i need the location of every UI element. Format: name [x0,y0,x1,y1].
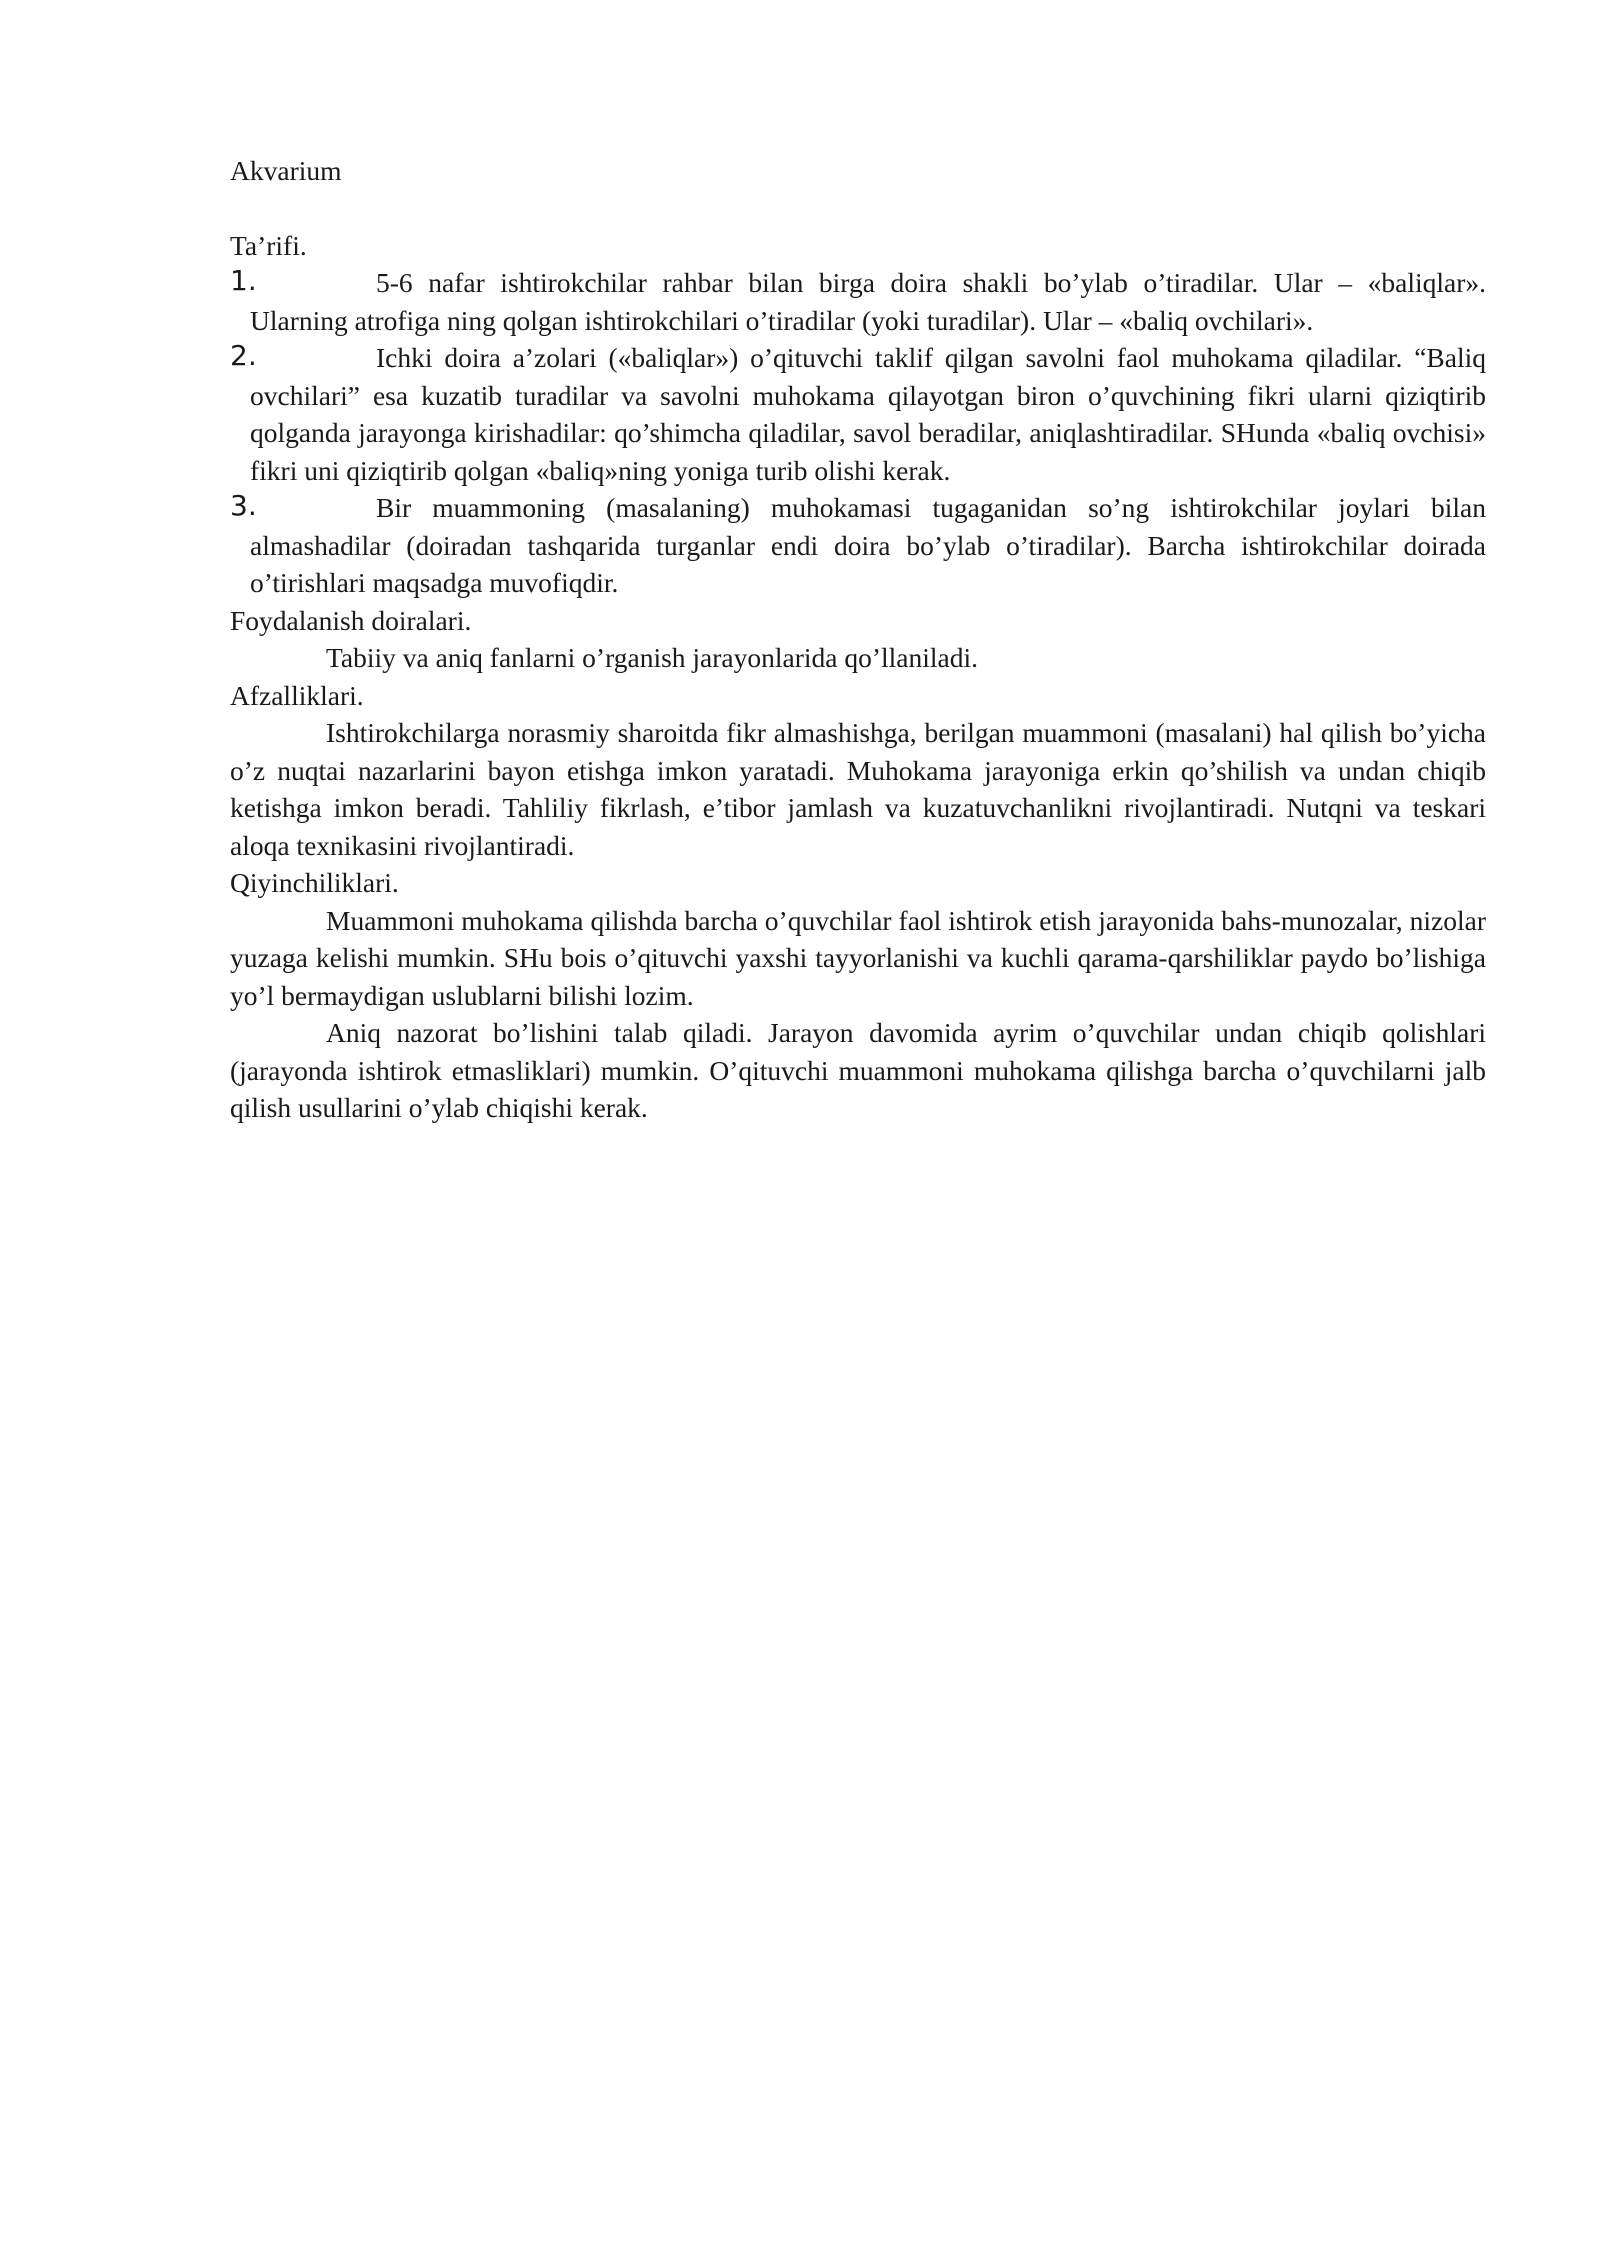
usage-heading: Foydalanish doiralari. [230,604,472,636]
usage-paragraph: Tabiiy va aniq fanlarni o’rganish jarayonlarida qo’llaniladi. [326,642,978,673]
list-number: 3. [230,489,257,522]
difficulties-paragraph: Aniq nazorat bo’lishini talab qiladi. Jarayon davomida ayrim o’quvchilar undan chiqib qolishlari (jarayonda ishtirok etmasliklari) mumkin. O’qituvchi muammoni muhokama qilishga barcha o’quvchilarni jalb qilish usullarini o’ylab chiqishi kerak. [230,1017,1486,1123]
list-item [230,264,1486,339]
advantages-heading: Afzalliklari. [230,679,364,711]
list-item-text: Bir muammoning (masalaning) muhokamasi tugaganidan so’ng ishtirokchilar joylari bilan almashadilar (doiradan tashqarida turganlar endi doira bo’ylab o’tiradilar). Barcha ishtirokchilar doirada o’tirishlari maqsadga muvofiqdir. [250,492,1486,598]
list-item-text: Ichki doira a’zolari («baliqlar») o’qituvchi taklif qilgan savolni faol muhokama qiladilar. “Baliq ovchilari” esa kuzatib turadilar va savolni muhokama qilayotgan biron o’quvchining fikri ularni qiziqtirib qolganda jarayonga kirishadilar: qo’shimcha qiladilar, savol beradilar, aniqlashtiradilar. SHunda «baliq ovchisi» fikri uni qiziqtirib qolgan «baliq»ning yoniga turib olishi kerak. [250,342,1486,486]
list-item-text: 5-6 nafar ishtirokchilar rahbar bilan birga doira shakli bo’ylab o’tiradilar. Ular – «baliqlar». Ularning atrofiga ning qolgan ishtirokchilari o’tiradilar (yoki turadilar). Ular – «baliq ovchilari». [250,267,1486,336]
difficulties-paragraph: Muammoni muhokama qilishda barcha o’quvchilar faol ishtirok etish jarayonida bahs-munozalar, nizolar yuzaga kelishi mumkin. SHu bois o’qituvchi yaxshi tayyorlanishi va kuchli qarama-qarshiliklar paydo bo’lishiga yo’l bermaydigan uslublarni bilishi lozim. [230,904,1486,1011]
steps-list [230,264,1486,602]
document-title: Akvarium [230,155,342,186]
list-item [230,339,1486,489]
document-page [230,152,1486,1127]
definition-heading: Ta’rifi. [230,229,307,261]
list-item [230,489,1486,602]
list-number: 2. [230,339,257,372]
advantages-paragraph: Ishtirokchilarga norasmiy sharoitda fikr almashishga, berilgan muammoni (masalani) hal qilish bo’yicha o’z nuqtai nazarlarini bayon etishga imkon yaratadi. Muhokama jarayoniga erkin qo’shilish va undan chiqib ketishga imkon beradi. Tahliliy fikrlash, e’tibor jamlash va kuzatuvchanlikni rivojlantiradi. Nutqni va teskari aloqa texnikasini rivojlantiradi. [230,717,1486,861]
list-number: 1. [230,264,257,297]
difficulties-heading: Qiyinchiliklari. [230,867,399,898]
